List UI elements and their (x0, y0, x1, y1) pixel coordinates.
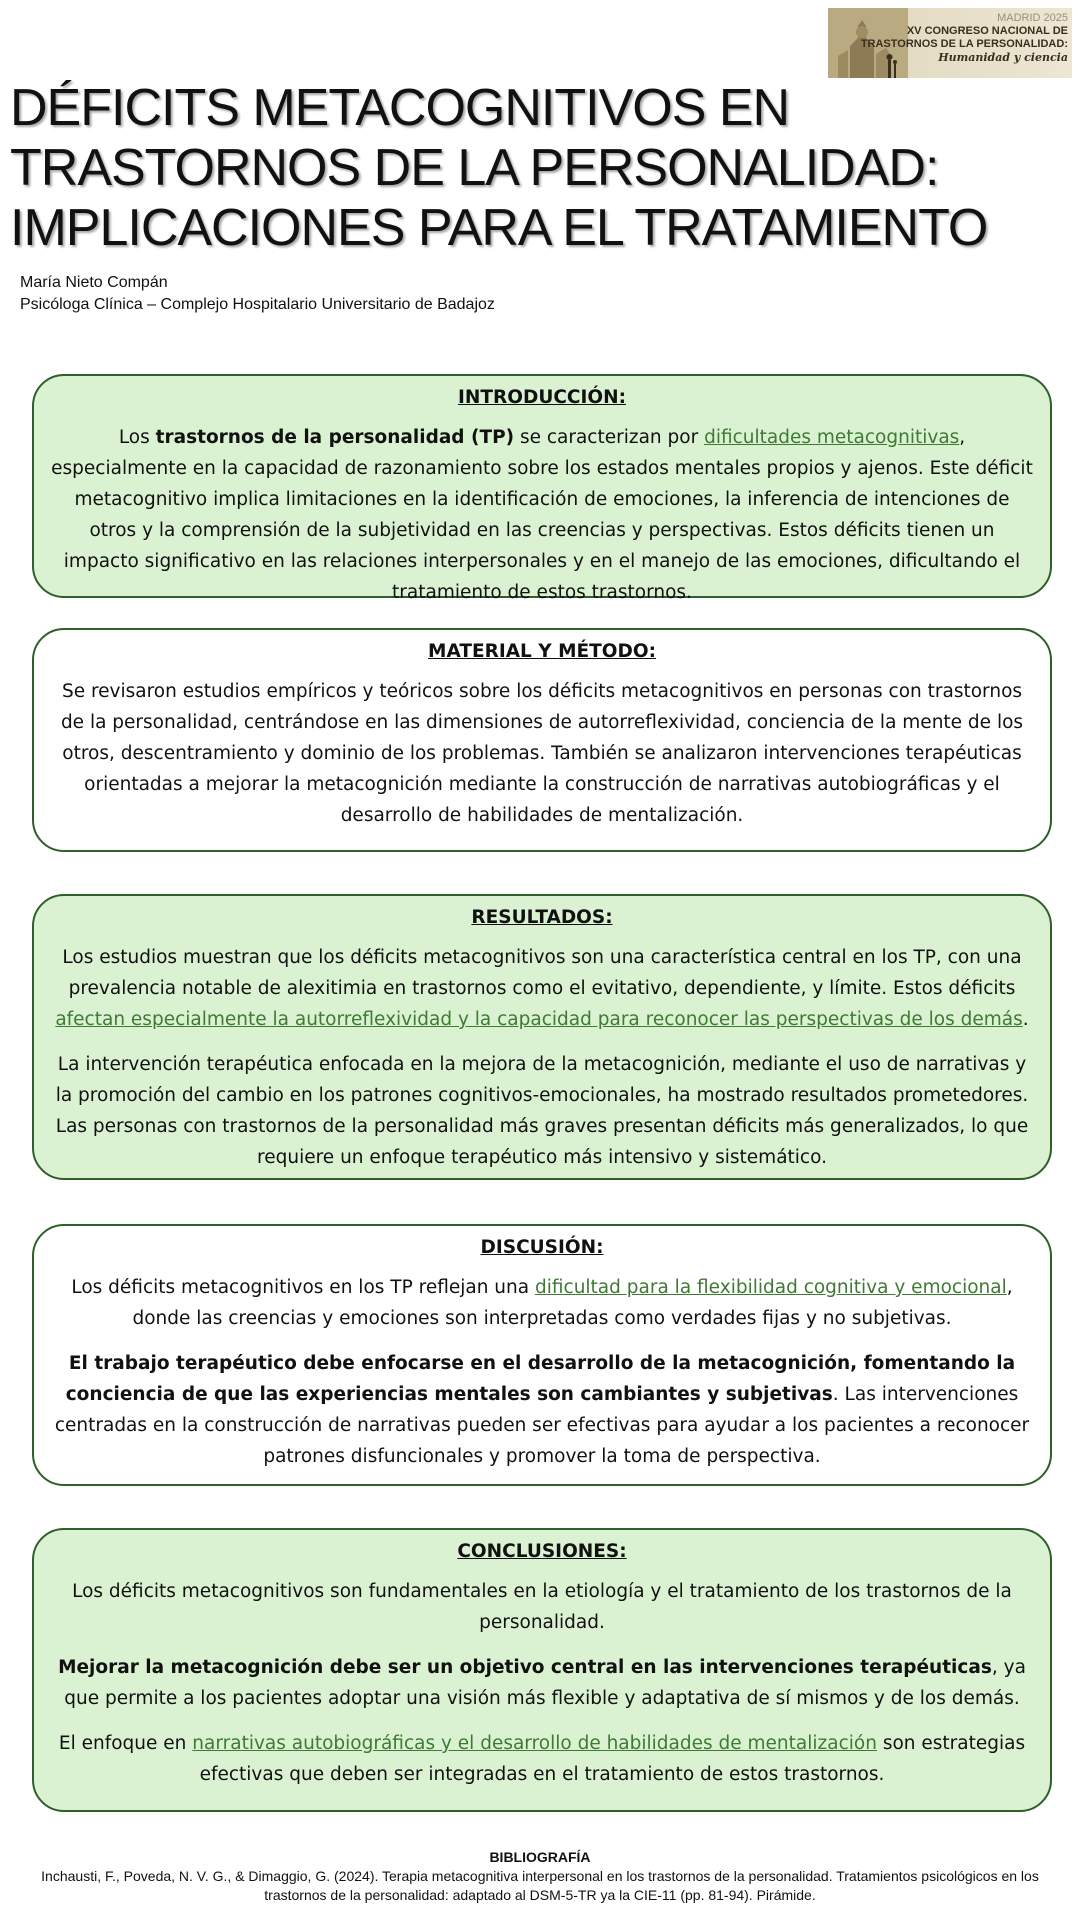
text-run: , ya que permite a los pacientes adoptar una visión más flexible y adaptativa de sí mismos y de los demás. (64, 1657, 1026, 1709)
bibliography (40, 1848, 1040, 1905)
paragraph (50, 1652, 1034, 1714)
highlight-link: dificultad para la flexibilidad cognitiva y emocional (534, 1277, 1007, 1298)
bibliography-heading: BIBLIOGRAFÍA (489, 1849, 591, 1865)
title-line-1: DÉFICITS METACOGNITIVOS EN (10, 79, 790, 137)
section-material-method (32, 628, 1052, 852)
section-heading: INTRODUCCIÓN: (458, 387, 626, 408)
section-heading: CONCLUSIONES: (457, 1541, 627, 1562)
bold-text: El trabajo terapéutico debe enfocarse en el desarrollo de la metacognición, fomentando la conciencia de que las experiencias mentales son cambiantes y subjetivas (65, 1353, 1016, 1405)
poster-title (10, 78, 1010, 258)
section-results (32, 894, 1052, 1180)
logo-congress-line: XV CONGRESO NACIONAL DE (906, 25, 1068, 37)
text-run: . Las intervenciones centradas en la construcción de narrativas pueden ser efectivas para ayudar a los pacientes a reconocer patrones disfuncionales y promover la toma de perspectiva. (54, 1384, 1030, 1467)
text-run: , donde las creencias y emociones son interpretadas como verdades fijas y no subjetivas. (132, 1277, 1013, 1329)
text-run: . (1022, 1009, 1029, 1030)
highlight-link: afectan especialmente la autorreflexividad y la capacidad para reconocer las perspectivas de los demás (55, 1009, 1023, 1030)
author-block (20, 272, 495, 316)
bibliography-reference: Inchausti, F., Poveda, N. V. G., & Dimaggio, G. (2024). Terapia metacognitiva interpersonal en los trastornos de la personalidad. Tratamientos psicológicos en los trastornos de la personalidad: adaptado al DSM-5-TR ya la CIE-11 (pp. 81-94). Pirámide. (41, 1868, 1039, 1903)
paragraph: Los déficits metacognitivos son fundamentales en la etiología y el tratamiento de los trastornos de la personalidad. (72, 1581, 1012, 1633)
logo-motto: Humanidad y ciencia (938, 51, 1068, 64)
section-conclusions (32, 1528, 1052, 1812)
paragraph (50, 422, 1034, 608)
paragraph (50, 1728, 1034, 1790)
text-run: se caracterizan por (514, 427, 705, 448)
text-run: , especialmente en la capacidad de razonamiento sobre los estados mentales propios y ajenos. Este déficit metacognitivo implica limitaciones en la identificación de emociones, la inferencia de intenciones de otros y la comprensión de la subjetividad en las creencias y perspectivas. Estos déficits tienen un impacto significativo en las relaciones interpersonales y en el manejo de las emociones, dificultando el tratamiento de estos trastornos. (51, 427, 1033, 603)
paragraph (50, 1348, 1034, 1472)
author-affiliation: Psicóloga Clínica – Complejo Hospitalario Universitario de Badajoz (20, 296, 495, 313)
logo-topic-line: TRASTORNOS DE LA PERSONALIDAD: (860, 38, 1068, 50)
bold-text: trastornos de la personalidad (TP) (155, 427, 515, 448)
text-run: El enfoque en (58, 1733, 193, 1754)
section-heading: RESULTADOS: (471, 907, 613, 928)
text-run: Los (118, 427, 156, 448)
title-line-2: TRASTORNOS DE LA PERSONALIDAD: (10, 139, 939, 197)
section-discussion (32, 1224, 1052, 1486)
text-run: Los déficits metacognitivos en los TP reflejan una (71, 1277, 535, 1298)
bold-text: Mejorar la metacognición debe ser un objetivo central en las intervenciones terapéuticas (58, 1657, 992, 1678)
logo-city-year: MADRID 2025 (997, 12, 1068, 24)
paragraph: Se revisaron estudios empíricos y teóricos sobre los déficits metacognitivos en personas con trastornos de la personalidad, centrándose en las dimensiones de autorreflexividad, conciencia de la mente de los otros, descentramiento y dominio de los problemas. También se analizaron intervenciones terapéuticas orientadas a mejorar la metacognición mediante la construcción de narrativas autobiográficas y el desarrollo de habilidades de mentalización. (60, 681, 1024, 826)
logo-text (861, 12, 1068, 64)
text-run: son estrategias efectivas que deben ser integradas en el tratamiento de estos trastornos. (199, 1733, 1026, 1785)
paragraph: La intervención terapéutica enfocada en la mejora de la metacognición, mediante el uso de narrativas y la promoción del cambio en los patrones cognitivos-emocionales, ha mostrado resultados prometedores. Las personas con trastornos de la personalidad más graves presentan déficits más generalizados, lo que requiere un enfoque terapéutico más intensivo y sistemático. (55, 1054, 1029, 1168)
section-heading: MATERIAL Y MÉTODO: (428, 641, 656, 662)
author-name: María Nieto Compán (20, 274, 168, 291)
section-heading: DISCUSIÓN: (480, 1237, 604, 1258)
highlight-link: dificultades metacognitivas (704, 427, 960, 448)
paragraph (50, 1272, 1034, 1334)
title-line-3: IMPLICACIONES PARA EL TRATAMIENTO (10, 199, 988, 257)
paragraph (50, 942, 1034, 1035)
section-introduction (32, 374, 1052, 603)
congress-logo (828, 8, 1072, 78)
text-run: Los estudios muestran que los déficits metacognitivos son una característica central en los TP, con una prevalencia notable de alexitimia en trastornos como el evitativo, dependiente, y límite. Estos déficits (62, 947, 1022, 999)
highlight-link: narrativas autobiográficas y el desarrollo de habilidades de mentalización (192, 1733, 877, 1754)
